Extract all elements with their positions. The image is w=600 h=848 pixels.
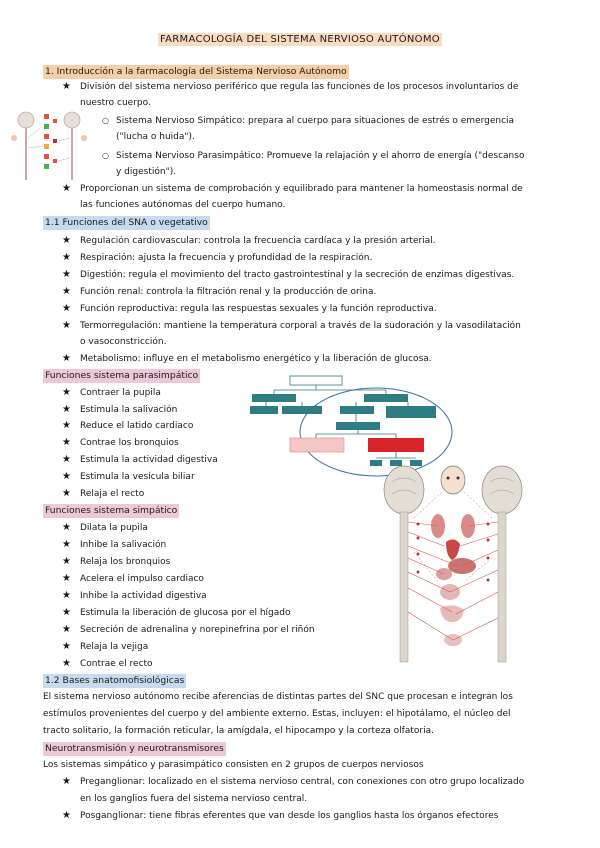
parasimpatico-item: Estimula la actividad digestiva	[80, 455, 218, 465]
star-bullet-icon: ★	[62, 607, 71, 618]
heading-bases: 1.2 Bases anatomofisiológicas	[45, 675, 185, 686]
intro-s1-l1: Sistema Nervioso Simpático: prepara al cuerpo para situaciones de estrés o emergencia	[116, 116, 515, 126]
funciones-item: Digestión: regula el movimiento del tracto gastrointestinal y la secreción de enzimas digestivas.	[80, 270, 515, 280]
star-bullet-icon: ★	[62, 590, 71, 601]
heading-parasimpatico: Funciones sistema parasimpático	[45, 370, 199, 381]
funciones-item: Termorregulación: mantiene la temperatura corporal a través de la sudoración y la vasodilatación	[80, 321, 521, 331]
star-bullet-icon: ★	[62, 387, 71, 398]
simpatico-item: Relaja los bronquios	[80, 557, 171, 567]
heading-neuro: Neurotransmisión y neurotransmisores	[45, 743, 224, 754]
neuro-b1-l2: en los ganglios fuera del sistema nervioso central.	[80, 794, 308, 804]
parasimpatico-item: Contrae los bronquios	[80, 438, 179, 448]
circle-bullet-icon: ○	[102, 116, 109, 125]
star-bullet-icon: ★	[62, 286, 71, 297]
star-bullet-icon: ★	[62, 522, 71, 533]
star-bullet-icon: ★	[62, 810, 71, 821]
simpatico-item: Secreción de adrenalina y norepinefrina por el riñón	[80, 625, 315, 635]
simpatico-item: Inhibe la salivación	[80, 540, 167, 550]
funciones-item: Regulación cardiovascular: controla la frecuencia cardíaca y la presión arterial.	[80, 236, 436, 246]
bases-para-l3: tracto solitario, la formación reticular, la amígdala, el hipocampo y la corteza olfatoria.	[43, 726, 434, 736]
star-bullet-icon: ★	[62, 437, 71, 448]
parasimpatico-item: Relaja el recto	[80, 489, 145, 499]
neuro-b2: Posganglionar: tiene fibras eferentes que van desde los ganglios hasta los órganos efectores	[80, 811, 499, 821]
star-bullet-icon: ★	[62, 658, 71, 669]
neuro-para: Los sistemas simpático y parasimpático consisten en 2 grupos de cuerpos nerviosos	[43, 760, 424, 770]
star-bullet-icon: ★	[62, 353, 71, 364]
heading-intro: 1. Introducción a la farmacología del Sistema Nervioso Autónomo	[45, 66, 347, 77]
funciones-item: Función reproductiva: regula las respuestas sexuales y la función reproductiva.	[80, 304, 437, 314]
intro-b1-l2: nuestro cuerpo.	[80, 98, 151, 108]
parasimpatico-item: Estimula la vesícula biliar	[80, 472, 195, 482]
intro-s2-l2: y digestión").	[116, 167, 177, 177]
intro-s2-l1: Sistema Nervioso Parasimpático: Promueve la relajación y el ahorro de energía ("descanso	[116, 151, 525, 161]
star-bullet-icon: ★	[62, 420, 71, 431]
parasimpatico-item: Contraer la pupila	[80, 388, 161, 398]
star-bullet-icon: ★	[62, 488, 71, 499]
star-bullet-icon: ★	[62, 556, 71, 567]
parasimpatico-item: Reduce el latido cardiaco	[80, 421, 194, 431]
funciones-item: Metabolismo: influye en el metabolismo energético y la liberación de glucosa.	[80, 354, 432, 364]
star-bullet-icon: ★	[62, 573, 71, 584]
circle-bullet-icon: ○	[102, 151, 109, 160]
funciones-item: Función renal: controla la filtración renal y la producción de orina.	[80, 287, 377, 297]
intro-b1-l1: División del sistema nervioso periférico que regula las funciones de los procesos involuntarios de	[80, 82, 519, 92]
star-bullet-icon: ★	[62, 539, 71, 550]
simpatico-item: Relaja la vejiga	[80, 642, 149, 652]
simpatico-item: Dilata la pupila	[80, 523, 148, 533]
document-title: FARMACOLOGÍA DEL SISTEMA NERVIOSO AUTÓNOMO	[160, 34, 440, 45]
star-bullet-icon: ★	[62, 81, 71, 92]
star-bullet-icon: ★	[62, 471, 71, 482]
intro-b2-l2: las funciones autónomas del cuerpo humano.	[80, 200, 286, 210]
ans-thumbnail-illustration	[6, 108, 94, 184]
star-bullet-icon: ★	[62, 404, 71, 415]
simpatico-item: Acelera el impulso cardiaco	[80, 574, 204, 584]
funciones-item-cont: o vasoconstricción.	[80, 337, 167, 347]
star-bullet-icon: ★	[62, 454, 71, 465]
bases-para-l1: El sistema nervioso autónomo recibe aferencias de distintas partes del SNC que procesan e integran los	[43, 692, 513, 702]
star-bullet-icon: ★	[62, 269, 71, 280]
intro-b2-l1: Proporcionan un sistema de comprobación y equilibrado para mantener la homeostasis normal de	[80, 184, 523, 194]
bases-para-l2: estímulos provenientes del cuerpo y del ambiente externo. Estas, incluyen: el hipotálamo, el núcleo del	[43, 709, 511, 719]
neuro-b1-l1: Preganglionar: localizado en el sistema nervioso central, con conexiones con otro grupo localizado	[80, 777, 525, 787]
heading-simpatico: Funciones sistema simpático	[45, 505, 178, 516]
star-bullet-icon: ★	[62, 183, 71, 194]
star-bullet-icon: ★	[62, 320, 71, 331]
heading-funciones: 1.1 Funciones del SNA o vegetativo	[45, 217, 208, 228]
star-bullet-icon: ★	[62, 252, 71, 263]
parasimpatico-item: Estimula la salivación	[80, 405, 178, 415]
funciones-item: Respiración: ajusta la frecuencia y profundidad de la respiración.	[80, 253, 373, 263]
star-bullet-icon: ★	[62, 303, 71, 314]
anatomy-illustration	[378, 462, 528, 670]
simpatico-item: Inhibe la actividad digestiva	[80, 591, 207, 601]
star-bullet-icon: ★	[62, 776, 71, 787]
star-bullet-icon: ★	[62, 235, 71, 246]
star-bullet-icon: ★	[62, 641, 71, 652]
star-bullet-icon: ★	[62, 624, 71, 635]
simpatico-item: Contrae el recto	[80, 659, 153, 669]
simpatico-item: Estimula la liberación de glucosa por el hígado	[80, 608, 291, 618]
document-title-wrap	[0, 27, 600, 46]
intro-s1-l2: ("lucha o huida").	[116, 132, 195, 142]
